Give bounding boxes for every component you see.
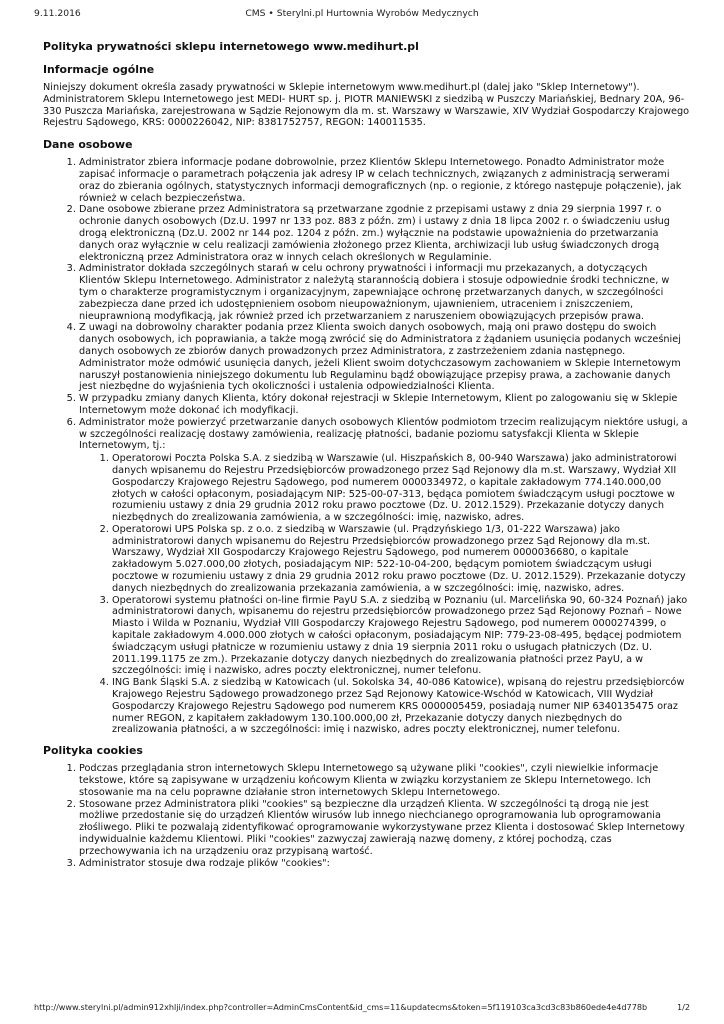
list-item: 1. Administrator zbiera informacje podane dobrowolnie, przez Klientów Sklepu Internetowego. Ponadto Administrator może zapisać informacje o parametrach połączenia jak adresy IP w celach technicznych, związanych z administracją serwerami oraz do zbierania ogólnych, statystycznych informacji demograficznych (np. o regionie, z którego następuje połączenie), jak również w celach bezpieczeństwa. [79,157,690,204]
cookies-heading: Polityka cookies [43,744,143,758]
section-general [43,63,690,129]
cookies-list [43,763,690,869]
personal-list [43,157,690,736]
page-number: 1/2 [676,1002,690,1012]
general-paragraph: Niniejszy dokument określa zasady prywatności w Sklepie internetowym www.medihurt.pl (dalej jako "Sklep Internetowy"). Administratorem Sklepu Internetowego jest MEDI- HURT sp. j. PIOTR MANIEWSKI z siedzibą w Puszczy Mariańskiej, Bednary 20A, 96-330 Puszcza Mariańska, zarejestrowana w Sądzie Rejonowym dla m. st. Warszawy w Warszawie, XIV Wydział Gospodarczy Krajowego Rejestru Sądowego, KRS: 0000226042, NIP: 8381752757, REGON: 140011535. [43,82,690,129]
print-footer [34,1002,690,1016]
list-item-text: Administrator może powierzyć przetwarzanie danych osobowych Klientów podmiotom trzecim realizującym niektóre usługi, a w szczególności realizację dostawy zamówienia, realizację płatności, badanie poziomu satysfakcji Klienta w Sklepie Internetowym, tj.: [79,416,688,452]
document-content [43,40,690,876]
list-item: 2. Stosowane przez Administratora pliki "cookies" są bezpieczne dla urządzeń Klienta. W szczególności tą drogą nie jest możliwe przedostanie się do urządzeń Klientów wirusów lub innego niechcianego oprogramowania lub oprogramowania złośliwego. Pliki te pozwalają zidentyfikować oprogramowanie wykorzystywane przez Klienta i dostosować Sklep Internetowy indywidualnie każdemu Klientowi. Pliki "cookies" zazwyczaj zawierają nazwę domeny, z której pochodzą, czas przechowywania ich na urządzeniu oraz przypisaną wartość. [79,799,690,858]
list-item: 2. Dane osobowe zbierane przez Administratora są przetwarzane zgodnie z przepisami ustawy z dnia 29 sierpnia 1997 r. o ochronie danych osobowych (Dz.U. 1997 nr 133 poz. 883 z późn. zm) i ustawy z dnia 18 lipca 2002 r. o świadczeniu usług drogą elektroniczną (Dz.U. 2002 nr 144 poz. 1204 z późn. zm.) wyłącznie na podstawie upoważnienia do przetwarzania danych oraz wyłącznie w celu realizacji zamówienia złożonego przez Klienta, archiwizacji lub usług świadczonych drogą elektroniczną przez Administratora oraz w innych celach określonych w Regulaminie. [79,204,690,263]
sub-list-item: 2. Operatorowi UPS Polska sp. z o.o. z siedzibą w Warszawie (ul. Prądzyńskiego 1/3, 01-222 Warszawa) jako administratorowi danych wpisanemu do Rejestru Przedsiębiorców prowadzonego przez Sąd Rejonowy dla m.st. Warszawy, Wydział XII Gospodarczy Krajowego Rejestru Sądowego, pod numerem 0000036680, o kapitale zakładowym 5.027.000,00 złotych, posiadającym NIP: 522-10-04-200, będącym pomiotem świadczącym usługi pocztowe w rozumieniu ustawy z dnia 29 grudnia 2012 roku prawo pocztowe (Dz. U. 2012.1529). Przekazanie dotyczy danych niezbędnych do zrealizowania przekazania zamówienia, a w szczególności: imię, nazwisko, adres. [112,524,690,595]
print-date: 9.11.2016 [34,8,81,19]
list-item: 3. Administrator dokłada szczególnych starań w celu ochrony prywatności i informacji mu przekazanych, a dotyczących Klientów Sklepu Internetowego. Administrator z należytą starannością dobiera i stosuje odpowiednie środki techniczne, w tym o charakterze programistycznym i organizacyjnym, zapewniające ochronę przetwarzanych danych, w szczególności zabezpiecza dane przed ich udostępnieniem osobom nieupoważnionym, ujawnieniem, utraceniem i zniszczeniem, nieuprawnioną modyfikacją, jak również przed ich przetwarzaniem z naruszeniem obowiązujących przepisów prawa. [79,263,690,322]
general-heading: Informacje ogólne [43,63,155,76]
print-header [34,8,690,22]
sub-list-item: 3. Operatorowi systemu płatności on-line firmie PayU S.A. z siedzibą w Poznaniu (ul. Marcelińska 90, 60-324 Poznań) jako administratorowi danych, wpisanemu do rejestru przedsiębiorców prowadzonego przez Sąd Rejonowy Poznań – Nowe Miasto i Wilda w Poznaniu, Wydział VIII Gospodarczy Krajowego Rejestru Sądowego, pod numerem 0000274399, o kapitale zakładowym 4.000.000 złotych w całości opłaconym, posiadającym NIP: 779-23-08-495, będącej podmiotem świadczącym usługi płatnicze w rozumieniu ustawy z dnia 19 sierpnia 2011 roku o usługach płatniczych (Dz. U. 2011.199.1175 ze zm.). Przekazanie dotyczy danych niezbędnych do zrealizowania płatności przez PayU, a w szczególności: imię i nazwisko, adres poczty elektronicznej, numer telefonu. [112,595,690,678]
document-title: Polityka prywatności sklepu internetowego www.medihurt.pl [43,40,419,53]
print-url: http://www.sterylni.pl/admin912xhlji/index.php?controller=AdminCmsContent&id_cms=11&updatecms&token=5f119103ca3cd3c83b860ede4e4d778b [34,1002,648,1012]
section-cookies [43,744,690,869]
sub-list-item: 1. Operatorowi Poczta Polska S.A. z siedzibą w Warszawie (ul. Hiszpańskich 8, 00-940 Warszawa) jako administratorowi danych wpisanemu do Rejestru Przedsiębiorców prowadzonego przez Sąd Rejonowy dla m.st. Warszawy, Wydział XII Gospodarczy Krajowego Rejestru Sądowego, pod numerem 0000334972, o kapitale zakładowym 774.140.000,00 złotych w całości opłaconym, posiadającym NIP: 525-00-07-313, będąca pomiotem świadczącym usługi pocztowe w rozumieniu ustawy z dnia 29 grudnia 2012 roku prawo pocztowe (Dz. U. 2012.1529). Przekazanie dotyczy danych niezbędnych do zrealizowania zamówienia, a w szczególności: imię, nazwisko, adres. [112,453,690,524]
list-item: 5. W przypadku zmiany danych Klienta, który dokonał rejestracji w Sklepie Internetowym, Klient po zalogowaniu się w Sklepie Internetowym może dokonać ich modyfikacji. [79,393,690,417]
personal-heading: Dane osobowe [43,138,133,152]
list-item: 4. Z uwagi na dobrowolny charakter podania przez Klienta swoich danych osobowych, mają oni prawo dostępu do swoich danych osobowych, ich poprawiania, a także mogą zwrócić się do Administratora z żądaniem usunięcia podanych wcześniej danych osobowych ze zbiorów danych prowadzonych przez Administratora, z zastrzeżeniem zdania następnego. Administrator może odmówić usunięcia danych, jeżeli Klient swoim dotychczasowym zachowaniem w Sklepie Internetowym naruszył postanowienia niniejszego dokumentu lub Regulaminu bądź obowiązujące przepisy prawa, a zachowanie danych jest niezbędne do wyjaśnienia tych okoliczności i ustalenia odpowiedzialności Klienta. [79,322,690,393]
list-item [79,417,690,737]
print-title: CMS • Sterylni.pl Hurtownia Wyrobów Medycznych [245,8,479,19]
sub-list-item: 4. ING Bank Śląski S.A. z siedzibą w Katowicach (ul. Sokolska 34, 40-086 Katowice), wpisaną do rejestru przedsiębiorców Krajowego Rejestru Sądowego prowadzonego przez Sąd Rejonowy Katowice-Wschód w Katowicach, VIII Wydział Gospodarczy Krajowego Rejestru Sądowego pod numerem KRS 0000005459, posiadają numer NIP 6340135475 oraz numer REGON, z kapitałem zakładowym 130.100.000,00 zł, Przekazanie dotyczy danych niezbędnych do zrealizowania płatności, a w szczególności: imię i nazwisko, adres poczty elektronicznej, numer telefonu. [112,677,690,736]
section-personal-data [43,138,690,736]
list-item: 3. Administrator stosuje dwa rodzaje plików "cookies": [79,858,690,870]
list-item: 1. Podczas przeglądania stron internetowych Sklepu Internetowego są używane pliki "cookies", czyli niewielkie informacje tekstowe, które są zapisywane w urządzeniu końcowym Klienta w związku korzystaniem ze Sklepu Internetowego. Ich stosowanie ma na celu poprawne działanie stron internetowych Sklepu Internetowego. [79,763,690,798]
processor-list [79,453,690,736]
